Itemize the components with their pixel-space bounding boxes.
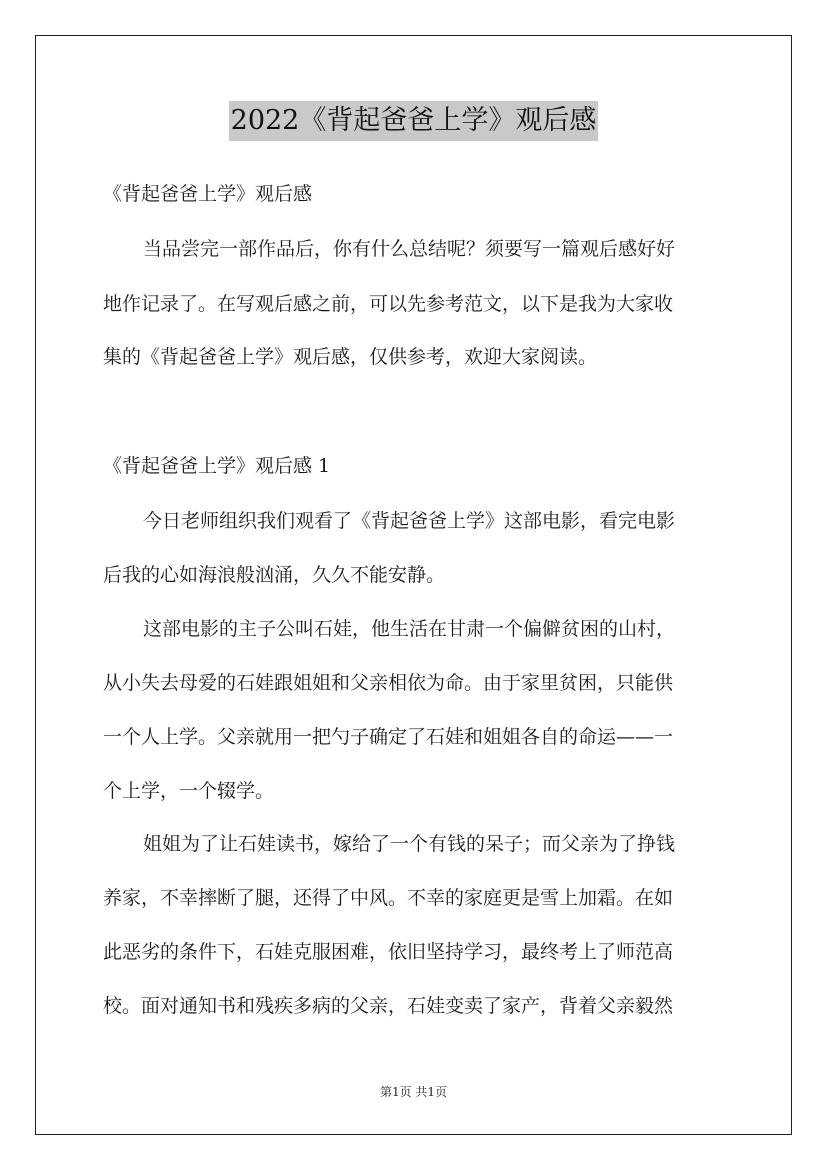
paragraph-line: 一个人上学。父亲就用一把勺子确定了石娃和姐姐各自的命运——一 xyxy=(103,726,674,748)
paragraph-line: 从小失去母爱的石娃跟姐姐和父亲相依为命。由于家里贫困，只能供 xyxy=(103,672,674,694)
page-footer: 第1页 共1页 xyxy=(379,1085,448,1099)
section-heading: 《背起爸爸上学》观后感 1 xyxy=(103,455,331,477)
paragraph-line: 地作记录了。在写观后感之前，可以先参考范文，以下是我为大家收 xyxy=(103,293,674,315)
paragraph-line: 姐姐为了让石娃读书，嫁给了一个有钱的呆子；而父亲为了挣钱 xyxy=(143,833,676,855)
paragraph-line: 今日老师组织我们观看了《背起爸爸上学》这部电影，看完电影 xyxy=(143,510,676,532)
subtitle-line: 《背起爸爸上学》观后感 xyxy=(103,183,313,205)
paragraph-line: 养家，不幸摔断了腿，还得了中风。不幸的家庭更是雪上加霜。在如 xyxy=(103,887,674,909)
paragraph-line: 这部电影的主子公叫石娃，他生活在甘肃一个偏僻贫困的山村， xyxy=(143,618,676,640)
document-title: 2022《背起爸爸上学》观后感 xyxy=(229,101,599,141)
paragraph-line: 集的《背起爸爸上学》观后感，仅供参考，欢迎大家阅读。 xyxy=(103,346,598,368)
paragraph-line: 此恶劣的条件下，石娃克服困难，依旧坚持学习，最终考上了师范高 xyxy=(103,941,674,963)
paragraph-line: 后我的心如海浪般汹涌，久久不能安静。 xyxy=(103,564,446,586)
paragraph-line: 校。面对通知书和残疾多病的父亲，石娃变卖了家产，背着父亲毅然 xyxy=(103,995,674,1017)
paragraph-line: 个上学，一个辍学。 xyxy=(103,780,275,802)
title-container xyxy=(0,101,827,141)
paragraph-line: 当品尝完一部作品后，你有什么总结呢？须要写一篇观后感好好 xyxy=(143,238,676,260)
